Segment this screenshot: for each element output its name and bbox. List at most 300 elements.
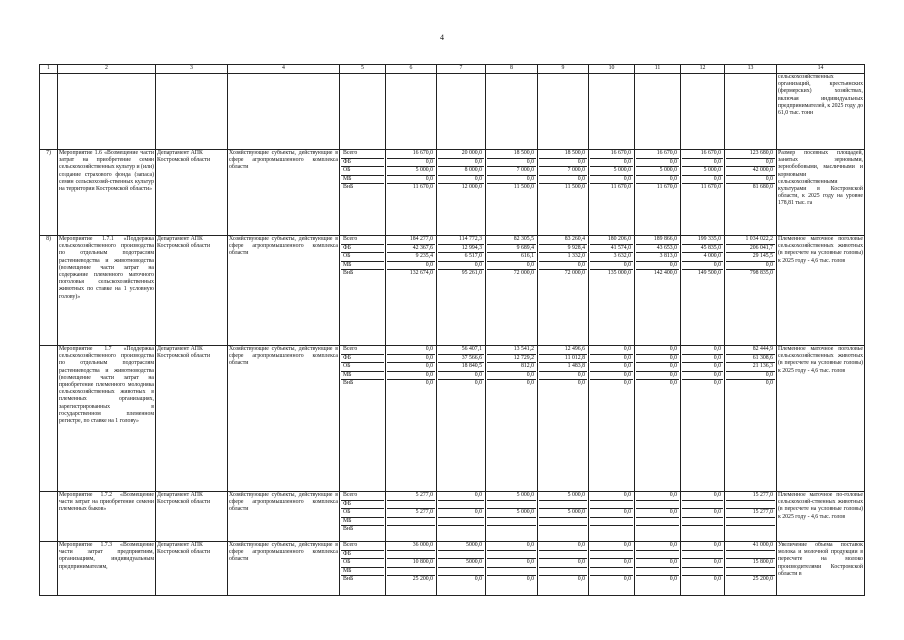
funding-value: 11 500,0 bbox=[564, 184, 585, 191]
row-number: 7) bbox=[40, 150, 58, 236]
funding-value: 1 332,0 bbox=[539, 253, 587, 262]
funding-value: 5 000,0 bbox=[487, 492, 536, 501]
funding-values bbox=[589, 542, 635, 596]
continuation-row bbox=[40, 74, 865, 150]
funding-value bbox=[539, 551, 587, 560]
indicator-cell: Племенное маточное поголовье сельскохозяйственных животных (в пересчете на условные головы) к 2025 году - 4,6 тыс. голов bbox=[777, 236, 865, 346]
funding-value: 0,0 bbox=[438, 509, 484, 518]
funding-value: 3 813,0 bbox=[636, 253, 679, 262]
funding-value: 0,0 bbox=[387, 363, 435, 372]
funding-value: 5 000,0 bbox=[636, 167, 679, 176]
funding-value: 0,0 bbox=[682, 262, 723, 271]
funding-value: 616,1 bbox=[487, 253, 536, 262]
funding-values bbox=[386, 236, 437, 346]
funding-value: 20 000,0 bbox=[438, 150, 484, 159]
funding-value: 16 670,0 bbox=[636, 150, 679, 159]
funding-value: 11 012,8 bbox=[539, 355, 587, 364]
measure-name: Мероприятие 1.7.2 «Возмещение части затрат на приобретение семени племенных быков» bbox=[58, 492, 156, 542]
funding-values bbox=[681, 492, 725, 542]
funding-value: 0,0 bbox=[682, 176, 723, 185]
funding-values bbox=[437, 492, 486, 542]
table-row bbox=[40, 492, 865, 542]
funding-values bbox=[589, 236, 635, 346]
funding-value bbox=[726, 501, 775, 510]
funding-value bbox=[539, 526, 587, 534]
funding-value bbox=[636, 551, 679, 560]
funding-value bbox=[438, 501, 484, 510]
finance-source-label: ФБ bbox=[341, 355, 384, 364]
responsible-dept: Департамент АПК Костромской области bbox=[156, 236, 228, 346]
funding-value bbox=[438, 568, 484, 577]
funding-value: 10 800,0 bbox=[387, 559, 435, 568]
funding-value: 0,0 bbox=[539, 262, 587, 271]
funding-values bbox=[635, 236, 681, 346]
funding-values bbox=[725, 346, 777, 492]
responsible-dept: Департамент АПК Костромской области bbox=[156, 346, 228, 492]
row-number bbox=[40, 542, 58, 596]
funding-values bbox=[635, 150, 681, 236]
funding-value bbox=[438, 526, 484, 534]
funding-value bbox=[438, 551, 484, 560]
finance-source-label: ОБ bbox=[341, 253, 384, 262]
funding-value: 0,0 bbox=[636, 542, 679, 551]
funding-values bbox=[538, 236, 589, 346]
funding-value bbox=[726, 568, 775, 577]
funding-value bbox=[539, 568, 587, 577]
responsible-dept: Департамент АПК Костромской области bbox=[156, 492, 228, 542]
funding-value: 11 670,0 bbox=[412, 184, 433, 191]
funding-value: 15 277,0 bbox=[726, 509, 775, 518]
funding-value bbox=[387, 568, 435, 577]
funding-value: 45 835,0 bbox=[682, 245, 723, 254]
column-header: 10 bbox=[589, 65, 635, 74]
funding-value bbox=[590, 518, 633, 527]
funding-value: 15 800,0 bbox=[726, 559, 775, 568]
funding-value: 82 444,9 bbox=[726, 346, 775, 355]
funding-value: 0,0 bbox=[539, 542, 587, 551]
funding-value bbox=[682, 551, 723, 560]
funding-value: 0,0 bbox=[682, 372, 723, 381]
funding-values bbox=[386, 150, 437, 236]
measure-name: Мероприятие 1.7.3 «Возмещение части затрат предприятиям, организациям, индивидуальным предпринимателям, bbox=[58, 542, 156, 596]
finance-sources bbox=[340, 150, 386, 236]
funding-value: 7 000,0 bbox=[539, 167, 587, 176]
funding-value: 0,0 bbox=[539, 176, 587, 185]
funding-value: 123 680,0 bbox=[726, 150, 775, 159]
responsible-dept: Департамент АПК Костромской области bbox=[156, 542, 228, 596]
finance-source-label: ФБ bbox=[341, 501, 384, 510]
column-header: 9 bbox=[538, 65, 589, 74]
funding-values bbox=[538, 150, 589, 236]
funding-value: 5 000,0 bbox=[487, 509, 536, 518]
funding-value: 12 994,3 bbox=[438, 245, 484, 254]
funding-value: 0,0 bbox=[682, 542, 723, 551]
funding-values bbox=[635, 346, 681, 492]
finance-source-label: ФБ bbox=[341, 159, 384, 168]
funding-value: 11 670,0 bbox=[610, 184, 631, 191]
funding-value: 812,0 bbox=[487, 363, 536, 372]
funding-value bbox=[726, 551, 775, 560]
measure-name: Мероприятие 1.6 «Возмещение части затрат на приобретение семян сельскохозяйственных культур и (или) создание страхового фонда (запаса) семян сельскохозяй-ственных культур на территории Костромской области» bbox=[58, 150, 156, 236]
funding-values bbox=[538, 542, 589, 596]
finance-source-label: ФБ bbox=[341, 551, 384, 560]
table-row bbox=[40, 346, 865, 492]
column-header: 8 bbox=[486, 65, 538, 74]
finance-sources bbox=[340, 346, 386, 492]
funding-value: 0,0 bbox=[590, 372, 633, 381]
funding-value: 12 496,6 bbox=[539, 346, 587, 355]
funding-values bbox=[437, 542, 486, 596]
funding-value bbox=[387, 551, 435, 560]
finance-source-label: МБ bbox=[341, 518, 384, 527]
funding-values bbox=[681, 346, 725, 492]
funding-value: 0,0 bbox=[726, 176, 775, 185]
funding-value: 11 500,0 bbox=[513, 184, 534, 191]
funding-value: 16 670,0 bbox=[387, 150, 435, 159]
funding-values bbox=[635, 542, 681, 596]
funding-value: 0,0 bbox=[387, 159, 435, 168]
funding-value: 9 928,4 bbox=[539, 245, 587, 254]
finance-source-label: Всего bbox=[341, 150, 384, 159]
funding-value bbox=[387, 526, 435, 534]
funding-value bbox=[682, 518, 723, 527]
funding-value: 0,0 bbox=[590, 559, 633, 568]
funding-value: 12 000,0 bbox=[461, 184, 482, 191]
funding-value: 0,0 bbox=[636, 372, 679, 381]
funding-value: 13 541,2 bbox=[487, 346, 536, 355]
funding-value bbox=[636, 526, 679, 534]
funding-value: 0,0 bbox=[590, 176, 633, 185]
column-header: 13 bbox=[725, 65, 777, 74]
funding-value: 11 670,0 bbox=[656, 184, 677, 191]
funding-value: 0,0 bbox=[636, 559, 679, 568]
column-header: 11 bbox=[635, 65, 681, 74]
funding-value bbox=[590, 568, 633, 577]
funding-value: 0,0 bbox=[387, 372, 435, 381]
funding-value bbox=[487, 551, 536, 560]
funding-value: 0,0 bbox=[387, 346, 435, 355]
funding-value: 0,0 bbox=[636, 355, 679, 364]
funding-value: 0,0 bbox=[387, 262, 435, 271]
funding-value: 0,0 bbox=[577, 576, 585, 583]
funding-value: 0,0 bbox=[474, 380, 482, 387]
funding-values bbox=[538, 346, 589, 492]
funding-values bbox=[635, 492, 681, 542]
funding-value: 5 000,0 bbox=[590, 167, 633, 176]
funding-value: 5000,0 bbox=[438, 542, 484, 551]
page-number: 4 bbox=[440, 33, 444, 42]
indicator-cell: Увеличение объема поставок молока и молочной продукции в пересчете на молоко производителями Костромской области в bbox=[777, 542, 865, 596]
finance-source-label: МБ bbox=[341, 372, 384, 381]
funding-value: 0,0 bbox=[682, 559, 723, 568]
funding-values bbox=[681, 542, 725, 596]
funding-values bbox=[589, 492, 635, 542]
executor: Хозяйствующие субъекты, действующие в сфере агропромышленного комплекса области bbox=[228, 492, 340, 542]
funding-value: 0,0 bbox=[487, 159, 536, 168]
funding-value: 4 000,0 bbox=[682, 253, 723, 262]
funding-value: 3 632,0 bbox=[590, 253, 633, 262]
column-header: 1 bbox=[40, 65, 58, 74]
funding-value: 0,0 bbox=[682, 509, 723, 518]
funding-value: 0,0 bbox=[636, 159, 679, 168]
finance-source-label: ВнБ bbox=[343, 576, 354, 583]
funding-values bbox=[681, 236, 725, 346]
funding-value: 0,0 bbox=[526, 380, 534, 387]
funding-value bbox=[438, 518, 484, 527]
funding-value: 5 277,0 bbox=[387, 509, 435, 518]
finance-source-label: ФБ bbox=[341, 245, 384, 254]
funding-value: 0,0 bbox=[682, 492, 723, 501]
funding-value: 135 000,0 bbox=[607, 270, 631, 277]
header-row bbox=[40, 65, 865, 74]
funding-values bbox=[386, 492, 437, 542]
column-header: 2 bbox=[58, 65, 156, 74]
funding-value bbox=[726, 526, 775, 534]
funding-values bbox=[486, 236, 538, 346]
funding-value: 184 277,0 bbox=[387, 236, 435, 245]
indicator-cell: Племенное маточное поголовье сельскохозяйственных животных (в пересчете на условные головы) к 2025 году - 4,6 тыс. голов bbox=[777, 346, 865, 492]
funding-value: 0,0 bbox=[438, 262, 484, 271]
funding-value: 29 145,5 bbox=[726, 253, 775, 262]
column-header: 7 bbox=[437, 65, 486, 74]
funding-value: 6 517,0 bbox=[438, 253, 484, 262]
funding-value: 5 000,0 bbox=[387, 167, 435, 176]
funding-value: 0,0 bbox=[726, 159, 775, 168]
funding-value: 0,0 bbox=[682, 363, 723, 372]
funding-values bbox=[589, 346, 635, 492]
funding-value: 114 772,3 bbox=[438, 236, 484, 245]
column-header: 14 bbox=[777, 65, 865, 74]
funding-value: 0,0 bbox=[765, 380, 773, 387]
finance-source-label: МБ bbox=[341, 262, 384, 271]
funding-value: 0,0 bbox=[636, 492, 679, 501]
executor: Хозяйствующие субъекты, действующие в сфере агропромышленного комплекса области bbox=[228, 150, 340, 236]
funding-values bbox=[386, 346, 437, 492]
executor: Хозяйствующие субъекты, действующие в сфере агропромышленного комплекса области bbox=[228, 346, 340, 492]
funding-value: 5 277,0 bbox=[387, 492, 435, 501]
funding-value: 16 670,0 bbox=[590, 150, 633, 159]
responsible-dept: Департамент АПК Костромской области bbox=[156, 150, 228, 236]
funding-value: 83 260,4 bbox=[539, 236, 587, 245]
funding-value: 0,0 bbox=[487, 176, 536, 185]
funding-value bbox=[682, 568, 723, 577]
funding-value: 12 729,2 bbox=[487, 355, 536, 364]
row-number bbox=[40, 492, 58, 542]
finance-source-label: ВнБ bbox=[343, 380, 354, 387]
funding-value bbox=[387, 518, 435, 527]
finance-sources bbox=[340, 236, 386, 346]
funding-value bbox=[487, 518, 536, 527]
funding-value: 21 136,3 bbox=[726, 363, 775, 372]
funding-value bbox=[636, 501, 679, 510]
funding-value: 0,0 bbox=[590, 262, 633, 271]
funding-value: 0,0 bbox=[713, 380, 721, 387]
funding-value: 15 277,0 bbox=[726, 492, 775, 501]
funding-values bbox=[725, 492, 777, 542]
funding-values bbox=[681, 150, 725, 236]
funding-value bbox=[590, 551, 633, 560]
funding-value: 142 400,0 bbox=[653, 270, 677, 277]
column-header: 4 bbox=[228, 65, 340, 74]
funding-value: 41 574,0 bbox=[590, 245, 633, 254]
funding-value: 72 000,0 bbox=[513, 270, 534, 277]
finance-source-label: ОБ bbox=[341, 559, 384, 568]
funding-value: 189 866,0 bbox=[636, 236, 679, 245]
finance-source-label: ВнБ bbox=[343, 270, 354, 277]
finance-sources bbox=[340, 542, 386, 596]
finance-source-label: МБ bbox=[341, 568, 384, 577]
funding-value bbox=[682, 526, 723, 534]
funding-value: 5000,0 bbox=[438, 559, 484, 568]
funding-value: 149 500,0 bbox=[697, 270, 721, 277]
column-header: 5 bbox=[340, 65, 386, 74]
funding-value: 0,0 bbox=[636, 509, 679, 518]
funding-values bbox=[437, 150, 486, 236]
funding-value: 0,0 bbox=[590, 355, 633, 364]
funding-values bbox=[386, 542, 437, 596]
funding-value: 0,0 bbox=[487, 559, 536, 568]
finance-source-label: Всего bbox=[341, 236, 384, 245]
indicator-cell: Племенное маточное по-головье сельскохозяй-ственных животных (в пересчете на условные головы) к 2025 году - 4,6 тыс. голов bbox=[777, 492, 865, 542]
funding-values bbox=[725, 542, 777, 596]
funding-value: 0,0 bbox=[487, 542, 536, 551]
funding-value: 0,0 bbox=[526, 576, 534, 583]
funding-value: 206 041,7 bbox=[726, 245, 775, 254]
column-header: 6 bbox=[386, 65, 437, 74]
column-header: 3 bbox=[156, 65, 228, 74]
funding-value: 0,0 bbox=[636, 346, 679, 355]
funding-value: 25 200,0 bbox=[752, 576, 773, 583]
funding-value bbox=[682, 501, 723, 510]
funding-value: 0,0 bbox=[539, 559, 587, 568]
funding-value: 199 335,0 bbox=[682, 236, 723, 245]
funding-value: 0,0 bbox=[682, 346, 723, 355]
funding-value: 42 000,0 bbox=[726, 167, 775, 176]
funding-value: 11 670,0 bbox=[700, 184, 721, 191]
funding-values bbox=[538, 492, 589, 542]
funding-value: 0,0 bbox=[387, 176, 435, 185]
funding-values bbox=[486, 346, 538, 492]
indicator-cell: Размер посевных площадей, занятых зерновыми, зернобобовыми, масличными и кормовыми сельскохозяйственными культурами в Костромской области, к 2025 году на уровне 178,81 тыс. га bbox=[777, 150, 865, 236]
finance-source-label: Всего bbox=[341, 542, 384, 551]
finance-source-label: ВнБ bbox=[343, 526, 354, 533]
funding-value: 18 840,5 bbox=[438, 363, 484, 372]
row-number: 8) bbox=[40, 236, 58, 346]
table-row bbox=[40, 236, 865, 346]
funding-value: 0,0 bbox=[590, 159, 633, 168]
indicator-cell: сельскохозяйственных организаций, крестьянских (фермерских) хозяйствах, включая индивидуальных предпринимателей, к 2025 году до 61,0 тыс. тонн bbox=[777, 74, 865, 150]
finance-sources bbox=[340, 492, 386, 542]
funding-value: 0,0 bbox=[438, 492, 484, 501]
funding-value: 18 500,0 bbox=[539, 150, 587, 159]
funding-value: 0,0 bbox=[636, 176, 679, 185]
funding-value: 81 680,0 bbox=[752, 184, 773, 191]
funding-value: 9 235,4 bbox=[387, 253, 435, 262]
funding-value: 798 835,0 bbox=[749, 270, 773, 277]
funding-value: 0,0 bbox=[577, 380, 585, 387]
funding-values bbox=[725, 150, 777, 236]
funding-value: 0,0 bbox=[726, 372, 775, 381]
funding-value: 43 653,0 bbox=[636, 245, 679, 254]
funding-value bbox=[590, 526, 633, 534]
funding-value: 0,0 bbox=[713, 576, 721, 583]
funding-value: 25 200,0 bbox=[412, 576, 433, 583]
funding-value bbox=[487, 568, 536, 577]
funding-value: 180 206,0 bbox=[590, 236, 633, 245]
funding-value: 0,0 bbox=[590, 492, 633, 501]
funding-value: 7 000,0 bbox=[487, 167, 536, 176]
funding-value: 0,0 bbox=[669, 576, 677, 583]
funding-values bbox=[486, 150, 538, 236]
funding-value: 61 308,6 bbox=[726, 355, 775, 364]
funding-value: 0,0 bbox=[438, 159, 484, 168]
funding-value: 0,0 bbox=[623, 380, 631, 387]
table-row bbox=[40, 150, 865, 236]
funding-value: 0,0 bbox=[590, 509, 633, 518]
finance-source-label: ОБ bbox=[341, 363, 384, 372]
measure-name: Мероприятие 1.7 «Поддержка сельскохозяйственного производства по отдельным подотраслям растениеводства и животноводства (возмещение части затрат на приобретение племенного молодняка сельскохозяйственных животных в племенных организациях, зарегистрированных в государственном племенном регистре, по ставке на 1 голову» bbox=[58, 346, 156, 492]
funding-value: 9 689,4 bbox=[487, 245, 536, 254]
measure-name: Мероприятие 1.7.1 «Поддержка сельскохозяйственного производства по отдельным подотраслям растениеводства и животноводства (возмещение части затрат на содержание племенного маточного поголовья сельскохозяйственных животных по ставке на 1 условную голову)» bbox=[58, 236, 156, 346]
funding-value: 5 000,0 bbox=[682, 167, 723, 176]
funding-value: 0,0 bbox=[590, 346, 633, 355]
funding-value bbox=[539, 518, 587, 527]
funding-value bbox=[487, 501, 536, 510]
funding-value: 18 500,0 bbox=[487, 150, 536, 159]
table-row bbox=[40, 542, 865, 596]
funding-value: 56 407,1 bbox=[438, 346, 484, 355]
funding-values bbox=[437, 236, 486, 346]
funding-value: 0,0 bbox=[539, 372, 587, 381]
funding-value: 0,0 bbox=[590, 363, 633, 372]
finance-source-label: МБ bbox=[341, 176, 384, 185]
funding-value bbox=[636, 518, 679, 527]
funding-value: 42 367,6 bbox=[387, 245, 435, 254]
finance-source-label: ОБ bbox=[341, 167, 384, 176]
row-number bbox=[40, 346, 58, 492]
funding-value: 0,0 bbox=[682, 159, 723, 168]
finance-source-label: ОБ bbox=[341, 509, 384, 518]
funding-value: 132 674,0 bbox=[409, 270, 433, 277]
executor: Хозяйствующие субъекты, действующие в сфере агропромышленного комплекса области bbox=[228, 236, 340, 346]
funding-value: 5 000,0 bbox=[539, 492, 587, 501]
funding-value bbox=[487, 526, 536, 534]
funding-value: 16 670,0 bbox=[682, 150, 723, 159]
program-table bbox=[39, 64, 865, 596]
executor: Хозяйствующие субъекты, действующие в сфере агропромышленного комплекса области bbox=[228, 542, 340, 596]
funding-value: 0,0 bbox=[590, 542, 633, 551]
funding-value: 0,0 bbox=[726, 262, 775, 271]
funding-value: 0,0 bbox=[387, 355, 435, 364]
finance-source-label: Всего bbox=[341, 346, 384, 355]
funding-values bbox=[589, 150, 635, 236]
finance-source-label: Всего bbox=[341, 492, 384, 501]
funding-value: 1 034 022,2 bbox=[726, 236, 775, 245]
funding-value: 82 305,5 bbox=[487, 236, 536, 245]
funding-value: 0,0 bbox=[438, 176, 484, 185]
funding-value bbox=[636, 568, 679, 577]
funding-value: 0,0 bbox=[487, 262, 536, 271]
funding-values bbox=[725, 236, 777, 346]
funding-value: 0,0 bbox=[539, 159, 587, 168]
funding-value: 0,0 bbox=[487, 372, 536, 381]
funding-values bbox=[437, 346, 486, 492]
column-header: 12 bbox=[681, 65, 725, 74]
funding-value: 0,0 bbox=[623, 576, 631, 583]
funding-value: 72 000,0 bbox=[564, 270, 585, 277]
funding-value: 36 000,0 bbox=[387, 542, 435, 551]
funding-value: 8 000,0 bbox=[438, 167, 484, 176]
